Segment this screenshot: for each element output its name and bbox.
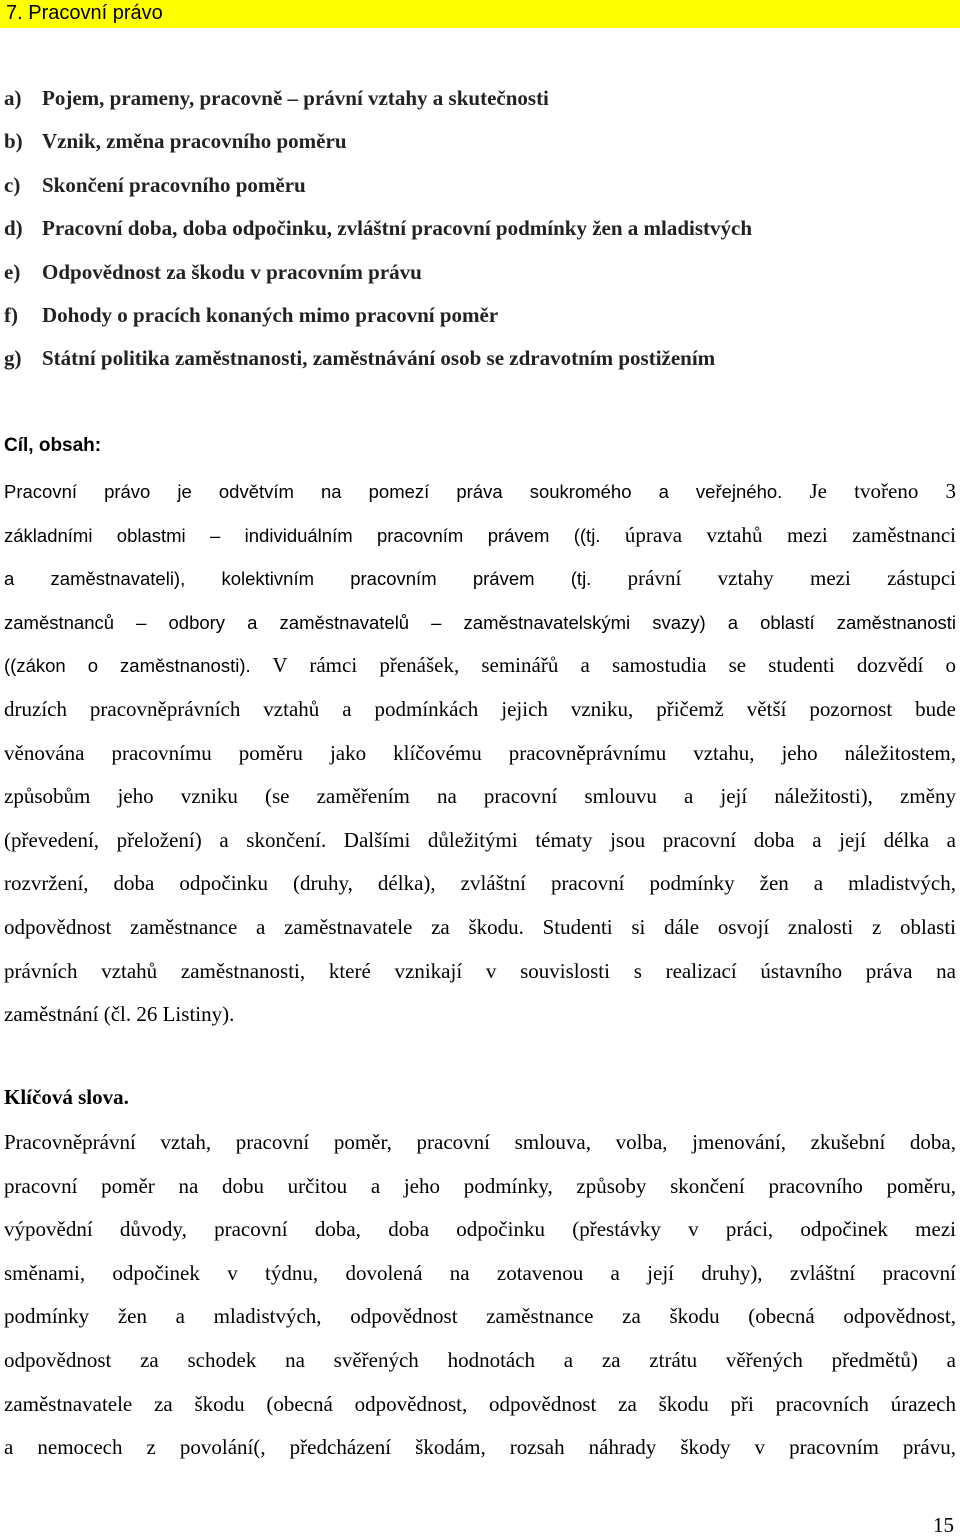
topic-text: Odpovědnost za škodu v pracovním právu xyxy=(42,259,422,284)
paragraph-line: výpovědní důvody, pracovní doba, doba odpočinku (přestávky v práci, odpočinek mezi xyxy=(4,1217,956,1242)
chapter-heading-highlight xyxy=(0,0,960,28)
topic-letter: c) xyxy=(4,172,21,197)
page-number: 15 xyxy=(933,1513,954,1537)
topic-item xyxy=(4,171,944,214)
paragraph-line: základními oblastmi – individuálním pracovním právem ((tj. úprava vztahů mezi zaměstnanci xyxy=(4,522,956,547)
topic-letter: f) xyxy=(4,302,18,327)
paragraph-line: druzích pracovněprávních vztahů a podmínkách jejich vzniku, přičemž větší pozornost bude xyxy=(4,696,956,721)
topic-item xyxy=(4,344,944,387)
topic-item xyxy=(4,301,944,344)
topic-item xyxy=(4,258,944,301)
keywords-heading: Klíčová slova. xyxy=(4,1085,129,1109)
topic-letter: g) xyxy=(4,346,22,371)
paragraph-line: zaměstnání (čl. 26 Listiny). xyxy=(4,1002,235,1027)
topic-text: Skončení pracovního poměru xyxy=(42,172,306,197)
topic-text: Pracovní doba, doba odpočinku, zvláštní pracovní podmínky žen a mladistvých xyxy=(42,216,753,241)
topic-letter: a) xyxy=(4,86,22,110)
topic-item xyxy=(4,127,944,170)
paragraph-line: Pracovní právo je odvětvím na pomezí práva soukromého a veřejného. Je tvořeno 3 xyxy=(4,479,956,503)
topic-letter: b) xyxy=(4,129,23,154)
paragraph-line: a zaměstnavateli), kolektivním pracovním právem (tj. právní vztahy mezi zástupci xyxy=(4,566,956,591)
paragraph-line: podmínky žen a mladistvých, odpovědnost zaměstnance za škodu (obecná odpovědnost, xyxy=(4,1304,956,1329)
paragraph-line: zaměstnanců – odbory a zaměstnavatelů – zaměstnavatelskými svazy) a oblastí zaměstnanosti xyxy=(4,611,956,633)
paragraph-line: způsobům jeho vzniku (se zaměřením na pracovní smlouvu a její náležitosti), změny xyxy=(4,784,956,809)
paragraph-line: pracovní poměr na dobu určitou a jeho podmínky, způsoby skončení pracovního poměru, xyxy=(4,1173,956,1198)
topic-letter: d) xyxy=(4,216,23,241)
chapter-title: 7. Pracovní právo xyxy=(6,2,163,24)
paragraph-line: odpovědnost za schodek na svěřených hodnotách a za ztrátu věřených předmětů) a xyxy=(4,1347,956,1372)
goal-paragraph xyxy=(4,477,956,1044)
topic-text: Pojem, prameny, pracovně – právní vztahy a skutečnosti xyxy=(42,86,549,110)
goal-heading: Cíl, obsah: xyxy=(4,435,102,456)
topic-text: Dohody o pracích konaných mimo pracovní poměr xyxy=(42,302,499,327)
paragraph-line: Pracovněprávní vztah, pracovní poměr, pracovní smlouva, volba, jmenování, zkušební doba, xyxy=(4,1130,956,1154)
paragraph-line: odpovědnost zaměstnance a zaměstnavatele za škodu. Studenti si dále osvojí znalosti z oblasti xyxy=(4,914,956,939)
topic-text: Státní politika zaměstnanosti, zaměstnávání osob se zdravotním postižením xyxy=(42,346,716,371)
paragraph-line: věnována pracovnímu poměru jako klíčovému pracovněprávnímu vztahu, jeho náležitostem, xyxy=(4,740,956,765)
paragraph-line: právních vztahů zaměstnanosti, které vznikají v souvislosti s realizací ústavního práva na xyxy=(4,958,956,983)
topic-list xyxy=(4,84,944,388)
topic-letter: e) xyxy=(4,259,21,284)
paragraph-line: (převedení, přeložení) a skončení. Dalšími důležitými tématy jsou pracovní doba a její délka a xyxy=(4,827,956,852)
paragraph-line: směnami, odpočinek v týdnu, dovolená na zotavenou a její druhy), zvláštní pracovní xyxy=(4,1260,956,1285)
paragraph-line: a nemocech z povolání(, předcházení škodám, rozsah náhrady škody v pracovním právu, xyxy=(4,1435,956,1460)
paragraph-line: ((zákon o zaměstnanosti). V rámci přenášek, seminářů a samostudia se studenti dozvědí o xyxy=(4,653,956,678)
topic-item xyxy=(4,214,944,257)
paragraph-line: zaměstnavatele za škodu (obecná odpovědnost, odpovědnost za škodu při pracovních úrazech xyxy=(4,1391,956,1416)
keywords-paragraph xyxy=(4,1128,956,1477)
paragraph-line: rozvržení, doba odpočinku (druhy, délka), zvláštní pracovní podmínky žen a mladistvých, xyxy=(4,871,956,896)
topic-item xyxy=(4,84,944,127)
topic-text: Vznik, změna pracovního poměru xyxy=(42,129,347,154)
